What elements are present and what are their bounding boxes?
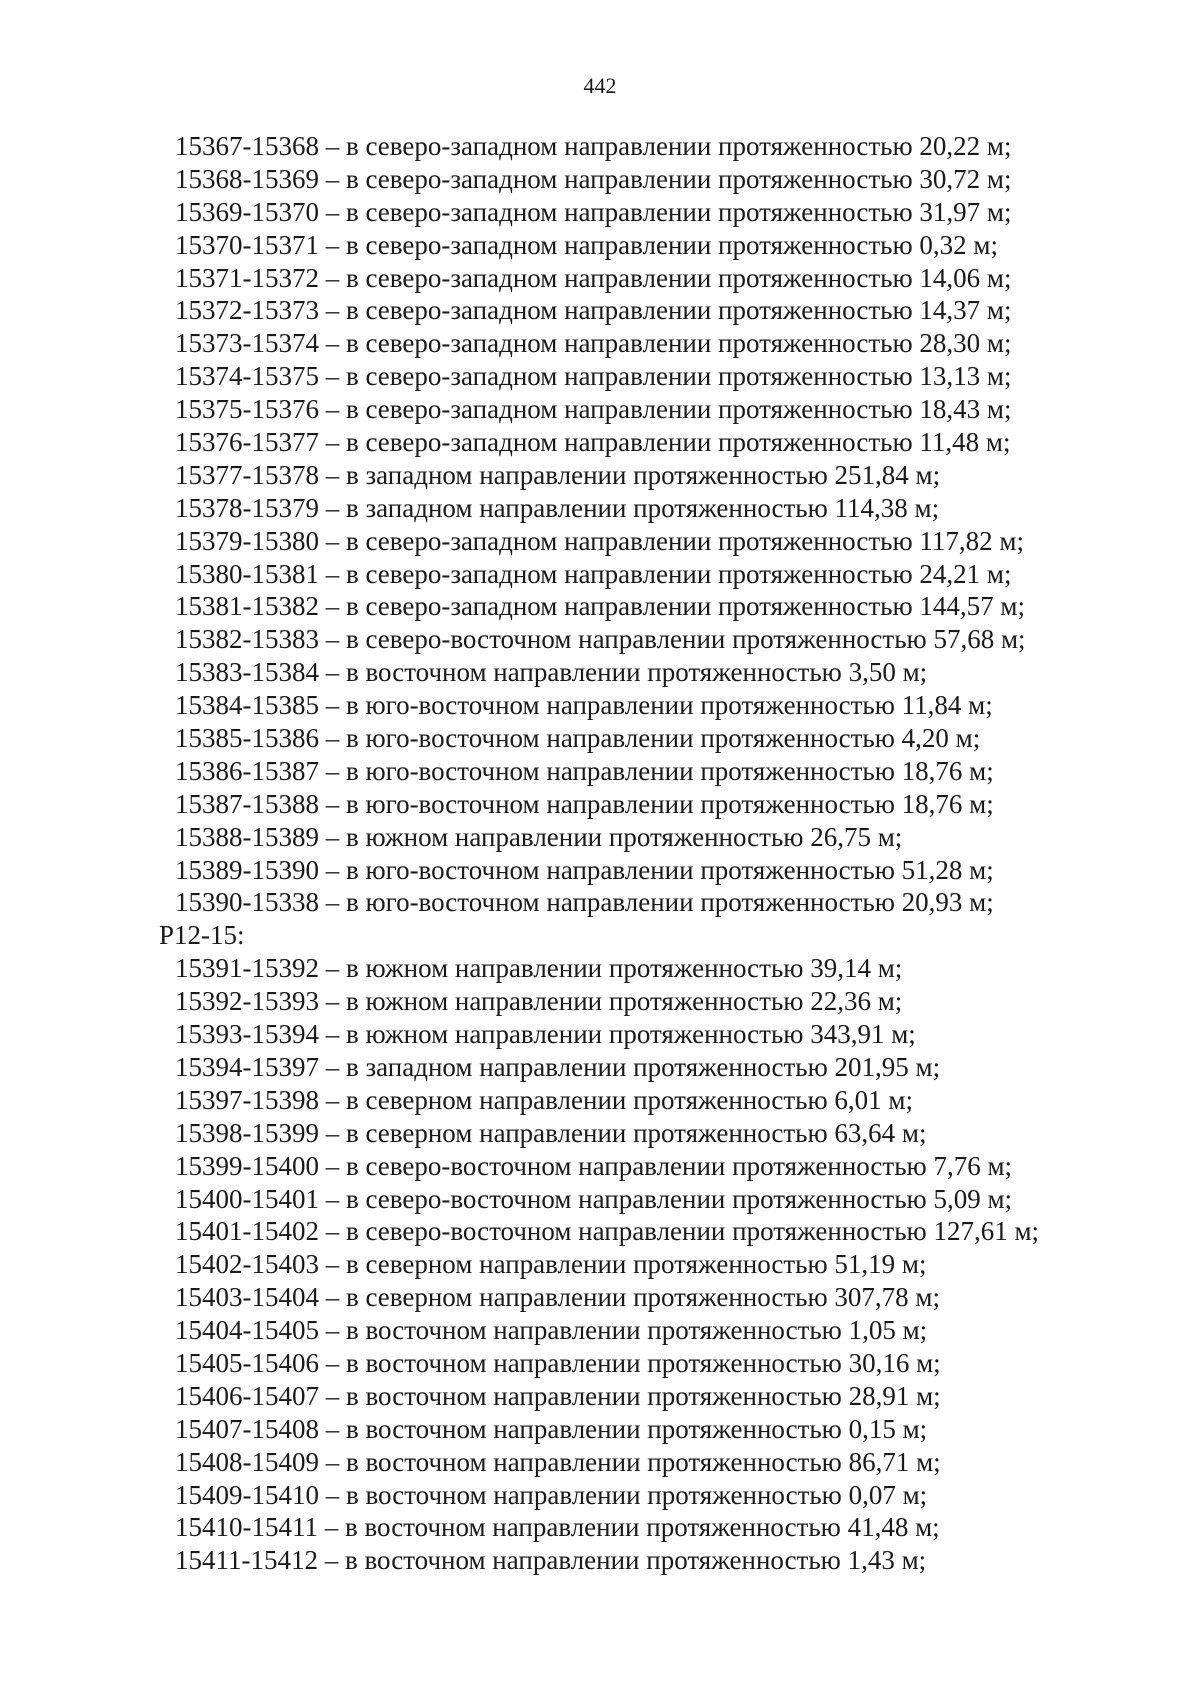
segment-line: 15398-15399 – в северном направлении протяженностью 63,64 м; (175, 1117, 927, 1148)
segment-line: 15382-15383 – в северо-восточном направлении протяженностью 57,68 м; (175, 624, 1026, 655)
segment-line: 15405-15406 – в восточном направлении протяженностью 30,16 м; (175, 1347, 941, 1378)
segment-line: 15392-15393 – в южном направлении протяженностью 22,36 м; (175, 986, 903, 1017)
segment-line: 15371-15372 – в северо-западном направлении протяженностью 14,06 м; (175, 262, 1012, 293)
segment-line: 15402-15403 – в северном направлении протяженностью 51,19 м; (175, 1249, 927, 1280)
segment-line: 15411-15412 – в восточном направлении протяженностью 1,43 м; (175, 1545, 927, 1576)
segment-line: 15389-15390 – в юго-восточном направлении протяженностью 51,28 м; (175, 854, 994, 885)
segment-line: 15375-15376 – в северо-западном направлении протяженностью 18,43 м; (175, 394, 1012, 425)
segment-line: 15372-15373 – в северо-западном направлении протяженностью 14,37 м; (175, 295, 1012, 326)
segment-line: 15378-15379 – в западном направлении протяженностью 114,38 м; (175, 492, 940, 523)
segment-line: 15408-15409 – в восточном направлении протяженностью 86,71 м; (175, 1446, 941, 1477)
segment-line: 15391-15392 – в южном направлении протяженностью 39,14 м; (175, 953, 903, 984)
segment-line: 15394-15397 – в западном направлении протяженностью 201,95 м; (175, 1051, 941, 1082)
segment-line: 15373-15374 – в северо-западном направлении протяженностью 28,30 м; (175, 328, 1012, 359)
segment-line: 15367-15368 – в северо-западном направлении протяженностью 20,22 м; (175, 131, 1012, 161)
segment-line: 15401-15402 – в северо-восточном направлении протяженностью 127,61 м; (175, 1216, 1040, 1247)
segment-line: 15380-15381 – в северо-западном направлении протяженностью 24,21 м; (175, 558, 1012, 589)
segment-list (159, 130, 1155, 1577)
segment-line: 15376-15377 – в северо-западном направлении протяженностью 11,48 м; (175, 427, 1011, 458)
segment-line: 15393-15394 – в южном направлении протяженностью 343,91 м; (175, 1019, 916, 1050)
segment-line: 15407-15408 – в восточном направлении протяженностью 0,15 м; (175, 1413, 928, 1444)
segment-line: 15383-15384 – в восточном направлении протяженностью 3,50 м; (175, 657, 928, 688)
segment-line: 15397-15398 – в северном направлении протяженностью 6,01 м; (175, 1084, 914, 1115)
segment-line: 15399-15400 – в северо-восточном направлении протяженностью 7,76 м; (175, 1150, 1013, 1181)
segment-line: 15404-15405 – в восточном направлении протяженностью 1,05 м; (175, 1315, 928, 1346)
segment-line: 15369-15370 – в северо-западном направлении протяженностью 31,97 м; (175, 196, 1012, 227)
segment-line: 15390-15338 – в юго-восточном направлении протяженностью 20,93 м; (175, 887, 994, 918)
segment-line: 15409-15410 – в восточном направлении протяженностью 0,07 м; (175, 1479, 928, 1510)
segment-line: 15388-15389 – в южном направлении протяженностью 26,75 м; (175, 821, 903, 852)
segment-line: 15400-15401 – в северо-восточном направлении протяженностью 5,09 м; (175, 1183, 1013, 1214)
segment-line: 15368-15369 – в северо-западном направлении протяженностью 30,72 м; (175, 163, 1012, 194)
segment-line: 15384-15385 – в юго-восточном направлении протяженностью 11,84 м; (175, 690, 993, 721)
segment-line: 15381-15382 – в северо-западном направлении протяженностью 144,57 м; (175, 591, 1025, 622)
segment-line: 15410-15411 – в восточном направлении протяженностью 41,48 м; (175, 1512, 940, 1543)
segment-line: 15385-15386 – в юго-восточном направлении протяженностью 4,20 м; (175, 723, 981, 754)
segment-line: 15379-15380 – в северо-западном направлении протяженностью 117,82 м; (175, 525, 1024, 556)
segment-line: 15387-15388 – в юго-восточном направлении протяженностью 18,76 м; (175, 788, 994, 819)
page-number: 442 (583, 73, 617, 98)
section-heading: Р12-15: (159, 920, 245, 951)
segment-line: 15386-15387 – в юго-восточном направлении протяженностью 18,76 м; (175, 755, 994, 786)
segment-line: 15403-15404 – в северном направлении протяженностью 307,78 м; (175, 1282, 941, 1313)
segment-line: 15370-15371 – в северо-западном направлении протяженностью 0,32 м; (175, 229, 998, 260)
segment-line: 15377-15378 – в западном направлении протяженностью 251,84 м; (175, 459, 941, 490)
segment-line: 15406-15407 – в восточном направлении протяженностью 28,91 м; (175, 1380, 941, 1411)
segment-line: 15374-15375 – в северо-западном направлении протяженностью 13,13 м; (175, 361, 1012, 392)
